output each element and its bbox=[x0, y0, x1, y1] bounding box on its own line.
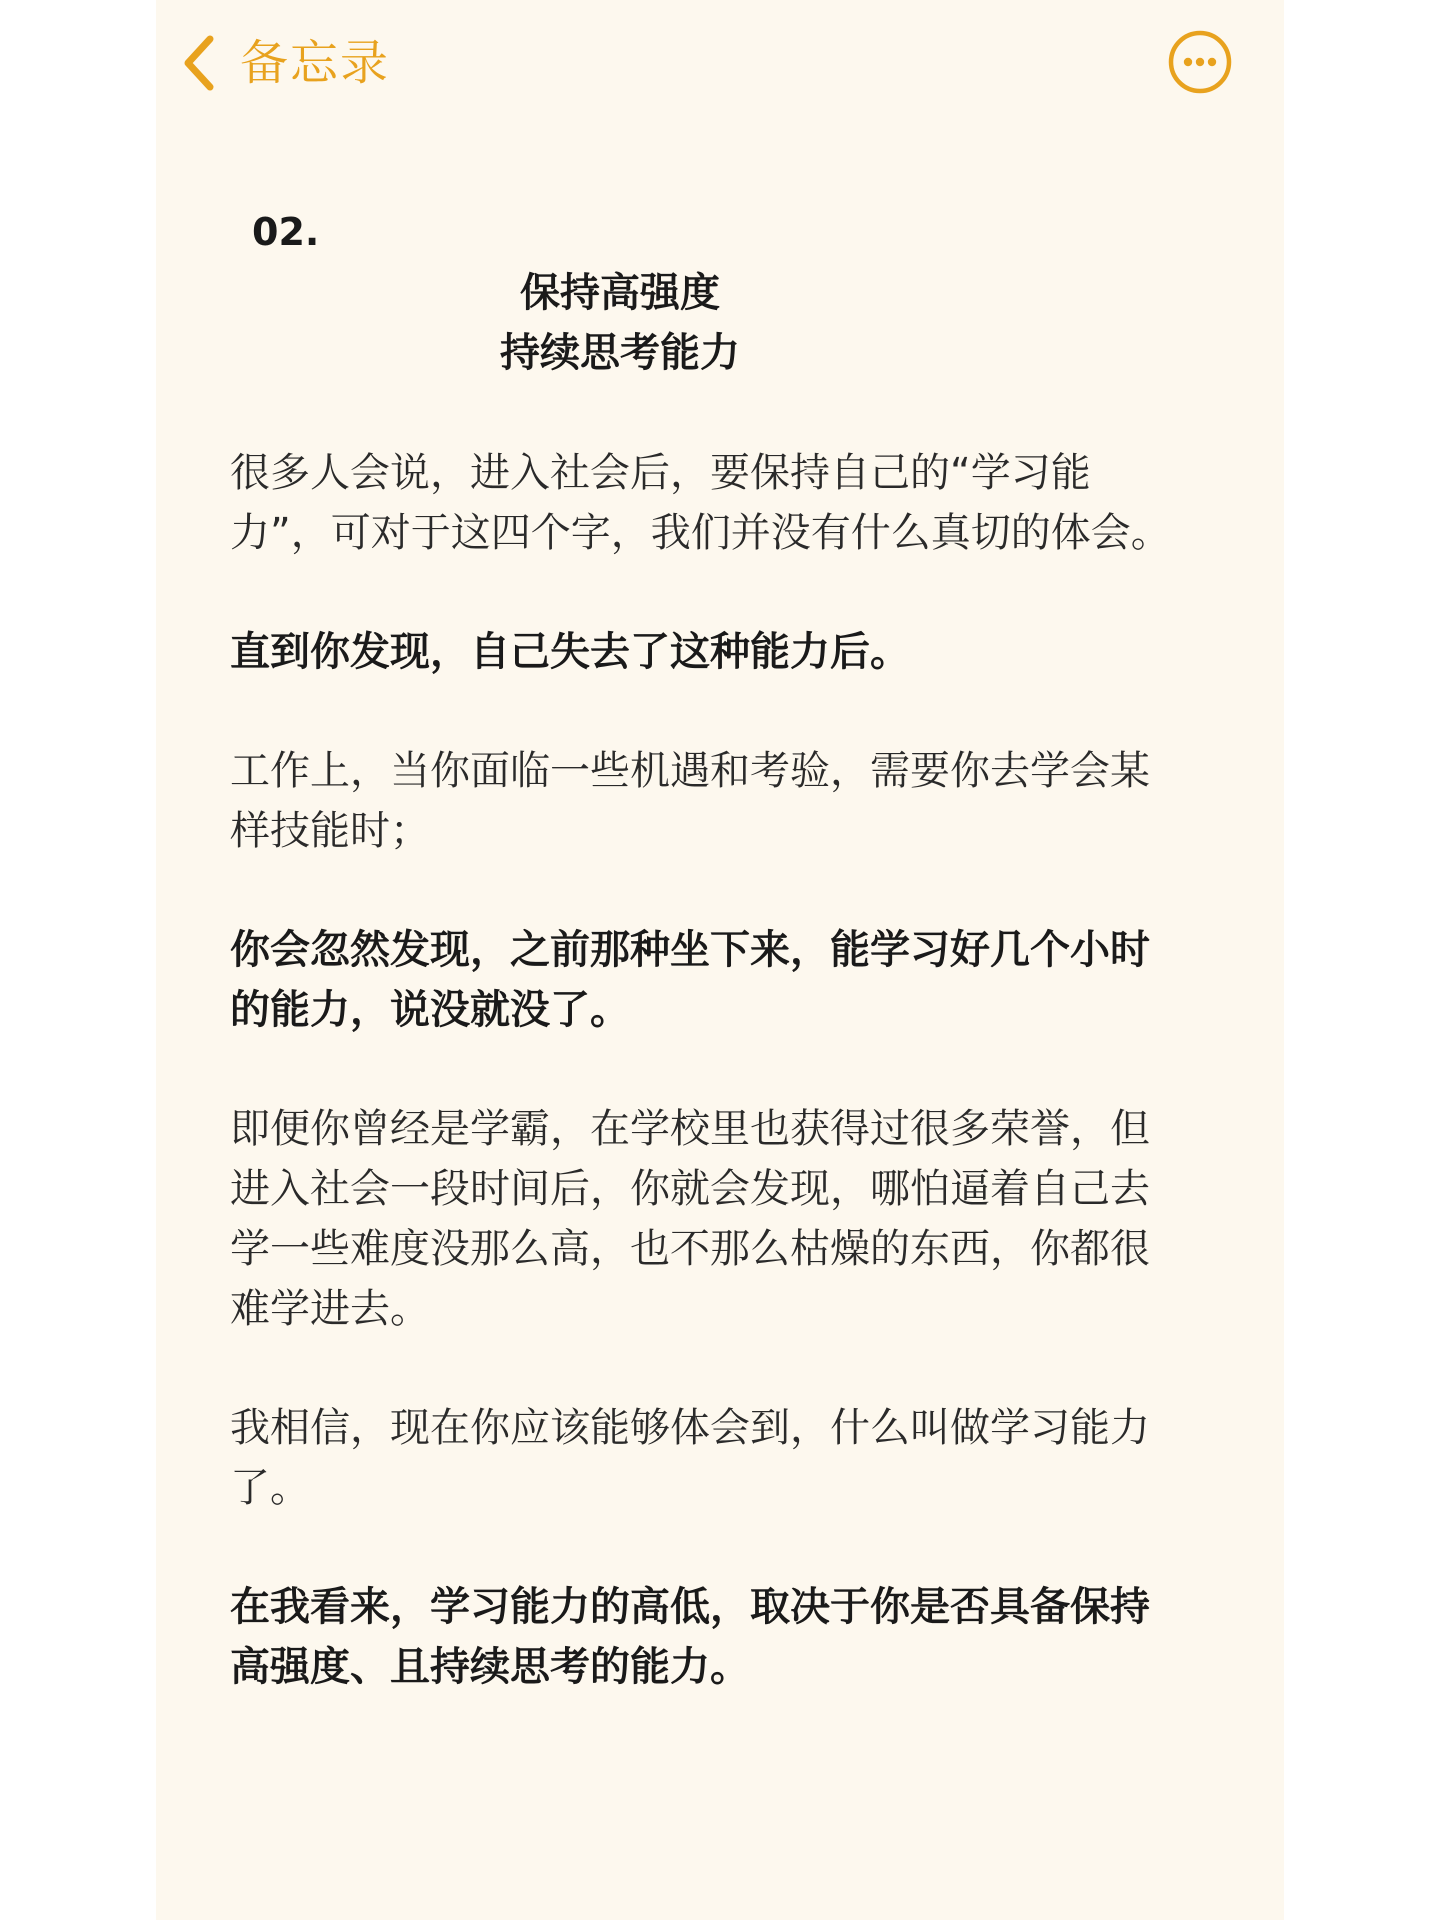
paragraph bbox=[230, 920, 1190, 1040]
note-title-line: 保持高强度 bbox=[520, 270, 720, 316]
paragraph bbox=[230, 741, 1190, 861]
section-number: 02. bbox=[252, 210, 320, 254]
paragraph bbox=[230, 1099, 1190, 1339]
back-button-label: 备忘录 bbox=[240, 35, 391, 91]
paragraph bbox=[230, 443, 1190, 563]
chevron-left-icon bbox=[180, 33, 216, 93]
paragraph-line: 即便你曾经是学霸，在学校里也获得过很多荣誉，但 bbox=[230, 1106, 1150, 1152]
more-options-button[interactable] bbox=[1168, 30, 1232, 94]
paragraph-line: 你会忽然发现，之前那种坐下来，能学习好几个小时 bbox=[230, 927, 1150, 973]
paragraph-line: 进入社会一段时间后，你就会发现，哪怕逼着自己去 bbox=[230, 1166, 1150, 1212]
paragraph-line: 直到你发现，自己失去了这种能力后。 bbox=[230, 629, 910, 675]
paragraph-line: 我相信，现在你应该能够体会到，什么叫做学习能力 bbox=[230, 1405, 1150, 1451]
more-icon bbox=[1168, 30, 1232, 94]
paragraph-line: 难学进去。 bbox=[230, 1286, 430, 1332]
paragraph-line: 学一些难度没那么高，也不那么枯燥的东西，你都很 bbox=[230, 1226, 1150, 1272]
paragraph bbox=[230, 622, 1190, 682]
paragraph-line: 力”，可对于这四个字，我们并没有什么真切的体会。 bbox=[230, 510, 1171, 556]
paragraph-line: 高强度、且持续思考的能力。 bbox=[230, 1644, 750, 1690]
paragraph-line: 工作上，当你面临一些机遇和考验，需要你去学会某 bbox=[230, 748, 1150, 794]
paragraph-line: 的能力，说没就没了。 bbox=[230, 987, 630, 1033]
paragraph-line: 在我看来，学习能力的高低，取决于你是否具备保持 bbox=[230, 1584, 1150, 1630]
paragraph bbox=[230, 1398, 1190, 1518]
back-button[interactable] bbox=[180, 28, 390, 98]
paragraph-line: 样技能时； bbox=[230, 808, 430, 854]
note-title-line: 持续思考能力 bbox=[500, 330, 740, 376]
note-title bbox=[420, 263, 820, 383]
note-body[interactable] bbox=[230, 443, 1190, 1756]
paragraph bbox=[230, 1577, 1190, 1697]
paragraph-line: 了。 bbox=[230, 1465, 310, 1511]
paragraph-line: 很多人会说，进入社会后，要保持自己的“学习能 bbox=[230, 450, 1091, 496]
